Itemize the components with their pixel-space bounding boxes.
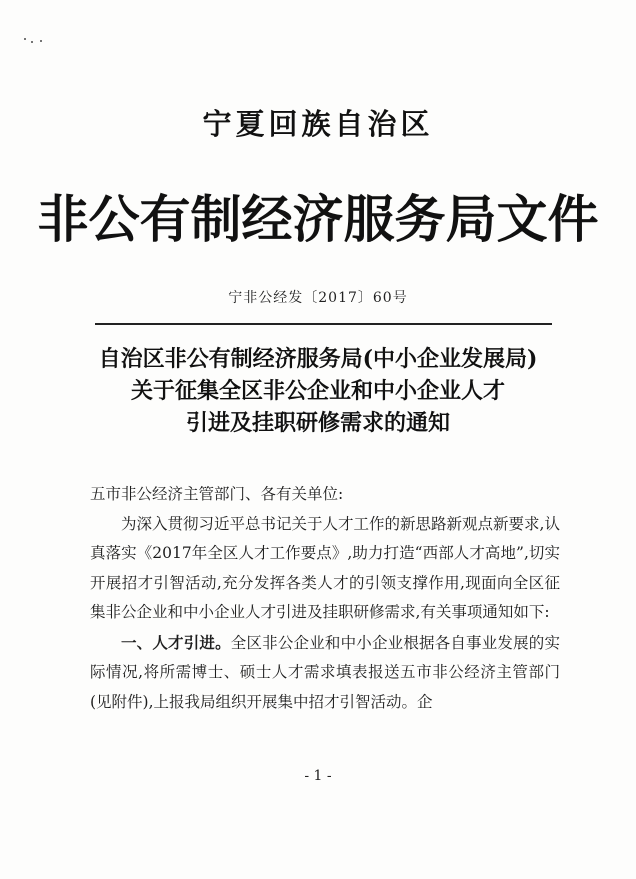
scan-speck — [24, 38, 26, 40]
section-text: 全区非公企业和中小企业根据各自事业发展的实际情况,将所需博士、硕士人才需求填表报送五市非公经济主管部门(见附件),上报我局组织开展集中招才引智活动。企 — [90, 633, 560, 711]
scan-speck — [40, 40, 42, 42]
scan-speck — [31, 41, 33, 43]
notice-title — [0, 343, 636, 439]
issuer-region: 宁夏回族自治区 — [202, 107, 434, 141]
issuer-office-document-header: 非公有制经济服务局文件 — [37, 190, 599, 250]
header-divider — [95, 323, 552, 325]
section-paragraph — [90, 628, 560, 718]
section-heading: 一、人才引进。 — [121, 632, 231, 652]
body-paragraph: 为深入贯彻习近平总书记关于人才工作的新思路新观点新要求,认真落实《2017年全区人才工作要点》,助力打造“西部人才高地”,切实开展招才引智活动,充分发挥各类人才的引领支撑作用,现面向全区征集非公企业和中小企业人才引进及挂职研修需求,有关事项通知如下: — [90, 514, 560, 621]
notice-body — [90, 480, 560, 717]
salutation: 五市非公经济主管部门、各有关单位: — [90, 485, 344, 503]
notice-title-line: 引进及挂职研修需求的通知 — [185, 410, 450, 436]
notice-title-line: 关于征集全区非公企业和中小企业人才 — [130, 378, 505, 404]
notice-title-line: 自治区非公有制经济服务局(中小企业发展局) — [98, 346, 538, 372]
page-number: - 1 - — [304, 768, 332, 784]
document-number: 宁非公经发〔2017〕60号 — [228, 290, 408, 306]
